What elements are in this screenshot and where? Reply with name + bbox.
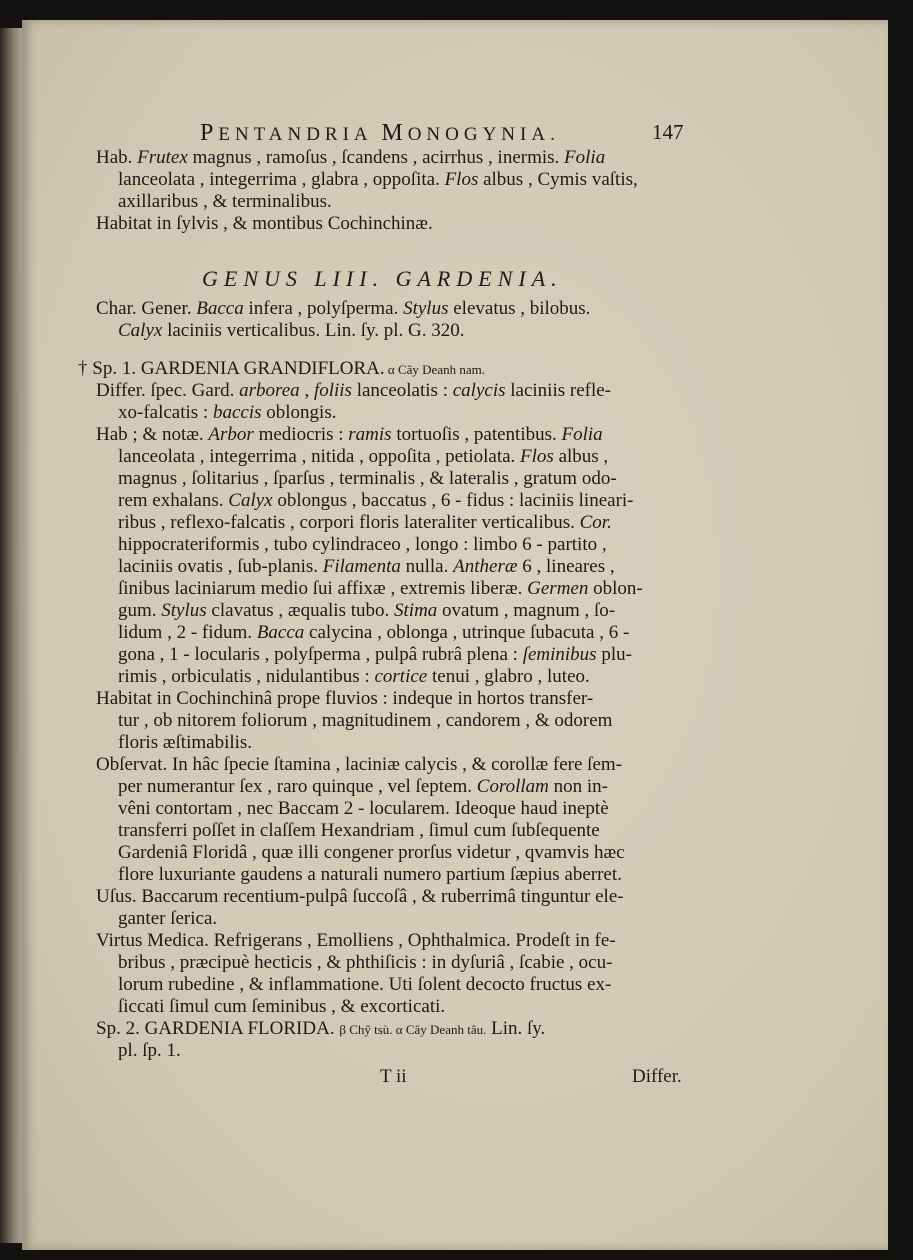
- text-line: rem exhalans. Calyx oblongus , baccatus , 6 - fidus : laciniis lineari-: [118, 490, 634, 511]
- text-line: magnus , ſolitarius , ſparſus , terminalis , & lateralis , gratum odo-: [118, 468, 617, 489]
- text-line: gona , 1 - locularis , polyſperma , pulpâ rubrâ plena : ſeminibus plu-: [118, 644, 632, 665]
- text-line: xo-falcatis : baccis oblongis.: [118, 402, 337, 423]
- signature-mark: T ii: [380, 1066, 407, 1087]
- text-line: laciniis ovatis , ſub-planis. Filamenta nulla. Antheræ 6 , lineares ,: [118, 556, 615, 577]
- text-line: flore luxuriante gaudens a naturali numero partium ſæpius aberret.: [118, 864, 622, 885]
- text-line: Uſus. Baccarum recentium-pulpâ ſuccoſâ , & ruberrimâ tinguntur ele-: [96, 886, 624, 907]
- text-line: tur , ob nitorem foliorum , magnitudinem , candorem , & odorem: [118, 710, 613, 731]
- text-line: lanceolata , integerrima , nitida , oppoſita , petiolata. Flos albus ,: [118, 446, 609, 467]
- book-page: [22, 20, 888, 1250]
- text-line: Habitat in Cochinchinâ prope fluvios : indeque in hortos transfer-: [96, 688, 594, 709]
- text-line: bribus , præcipuè hecticis , & phthiſicis : in dyſuriâ , ſcabie , ocu-: [118, 952, 613, 973]
- text-line: per numerantur ſex , raro quinque , vel ſeptem. Corollam non in-: [118, 776, 609, 797]
- text-line: ganter ſerica.: [118, 908, 218, 929]
- text-line: Gardeniâ Floridâ , quæ illi congener prorſus videtur , qvamvis hæc: [118, 842, 625, 863]
- genus-heading: GENUS LIII. GARDENIA.: [202, 266, 563, 291]
- catchword: Differ.: [632, 1066, 682, 1087]
- text-line: ribus , reflexo-falcatis , corpori floris lateraliter verticalibus. Cor.: [118, 512, 612, 533]
- text-line: Obſervat. In hâc ſpecie ſtamina , laciniæ calycis , & corollæ fere ſem-: [96, 754, 622, 775]
- text-line: hippocrateriformis , tubo cylindraceo , longo : limbo 6 - partito ,: [118, 534, 607, 555]
- text-line: Calyx laciniis verticalibus. Lin. ſy. pl. G. 320.: [118, 320, 465, 341]
- text-line: axillaribus , & terminalibus.: [118, 191, 332, 212]
- text-line: lanceolata , integerrima , glabra , oppoſita. Flos albus , Cymis vaſtis,: [118, 169, 638, 190]
- text-line: Virtus Medica. Refrigerans , Emolliens , Ophthalmica. Prodeſt in fe-: [96, 930, 616, 951]
- species-heading: Sp. 2. GARDENIA FLORIDA. β Chỹ tsù. α Cây Deanh tâu. Lin. ſy.: [96, 1018, 546, 1039]
- text-line: Char. Gener. Bacca infera , polyſperma. Stylus elevatus , bilobus.: [96, 298, 591, 319]
- text-line: lorum rubedine , & inflammatione. Uti ſolent decocto fructus ex-: [118, 974, 612, 995]
- text-line: ſiccati ſimul cum ſeminibus , & excorticati.: [118, 996, 446, 1017]
- text-line: rimis , orbiculatis , nidulantibus : cortice tenui , glabro , luteo.: [118, 666, 590, 687]
- text-line: floris æſtimabilis.: [118, 732, 253, 753]
- text-line: Hab. Frutex magnus , ramoſus , ſcandens , acirrhus , inermis. Folia: [96, 147, 606, 168]
- text-line: lidum , 2 - fidum. Bacca calycina , oblonga , utrinque ſubacuta , 6 -: [118, 622, 630, 643]
- text-line: gum. Stylus clavatus , æqualis tubo. Stima ovatum , magnum , ſo-: [118, 600, 616, 621]
- running-title: PENTANDRIA MONOGYNIA.: [200, 120, 560, 146]
- text-line: transferri poſſet in claſſem Hexandriam , ſimul cum ſubſequente: [118, 820, 600, 841]
- text-line: vêni contortam , nec Baccam 2 - locularem. Ideoque haud ineptè: [118, 798, 609, 819]
- species-heading: † Sp. 1. GARDENIA GRANDIFLORA. α Cây Deanh nam.: [78, 358, 485, 379]
- text-line: pl. ſp. 1.: [118, 1040, 181, 1061]
- text-line: Differ. ſpec. Gard. arborea , foliis lanceolatis : calycis laciniis refle-: [96, 380, 612, 401]
- text-line: Hab ; & notæ. Arbor mediocris : ramis tortuoſis , patentibus. Folia: [96, 424, 603, 445]
- page-number: 147: [652, 120, 684, 144]
- text-line: Habitat in ſylvis , & montibus Cochinchinæ.: [96, 213, 433, 234]
- text-line: ſinibus laciniarum medio ſui affixæ , extremis liberæ. Germen oblon-: [118, 578, 643, 599]
